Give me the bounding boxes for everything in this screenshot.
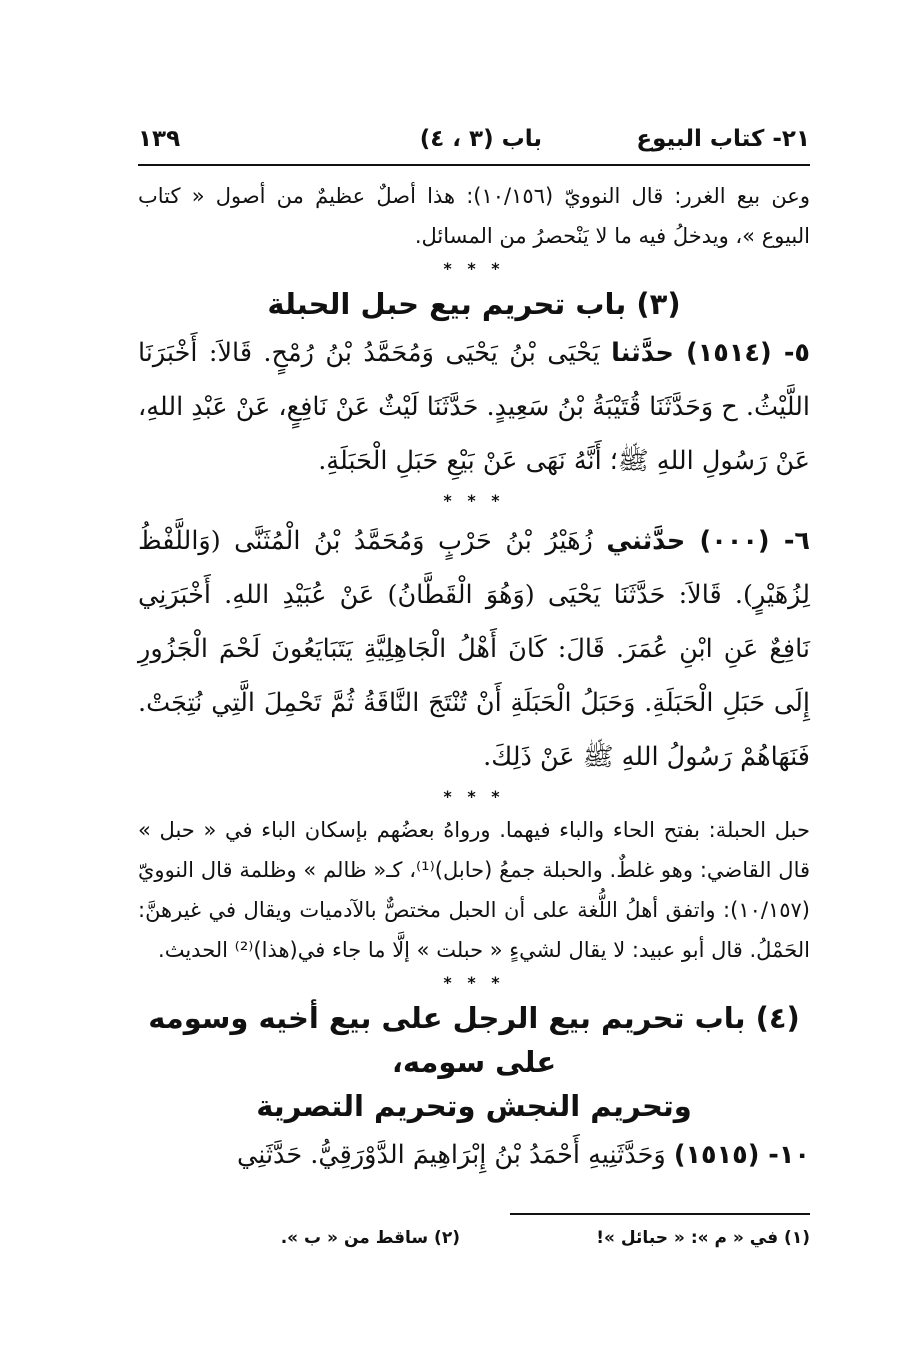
hadith-10-text: وَحَدَّثَنِيهِ أَحْمَدُ بْنُ إِبْرَاهِيمَ الدَّوْرَقِيُّ. حَدَّثَنِي	[237, 1140, 666, 1170]
section-4-title-line-1: (٤) باب تحريم بيع الرجل على بيع أخيه وسومه على سومه،	[148, 1001, 800, 1079]
footnote-2: (٢) ساقط من « ب ».	[280, 1228, 460, 1248]
section-4-title-line-2: وتحريم النجش وتحريم التصرية	[256, 1089, 692, 1123]
section-4-title	[138, 996, 810, 1128]
separator: * * *	[443, 491, 505, 510]
page-header	[138, 120, 810, 166]
chapter-title: ٢١- كتاب البيوع	[636, 126, 810, 152]
intro-note: وعن بيع الغرر: قال النوويّ (١٠/١٥٦): هذا أصلٌ عظيمٌ من أصول « كتاب البيوع »، ويدخلُ فيه ما لا يَنْحصرُ من المسائل.	[138, 184, 810, 248]
hadith-6-text: زُهَيْرُ بْنُ حَرْبٍ وَمُحَمَّدُ بْنُ الْمُثَنَّى (وَاللَّفْظُ لِزُهَيْرٍ). قَالاَ: حَدَّثَنَا يَحْيَى (وَهُوَ الْقَطَّانُ) عَنْ عُبَيْدِ اللهِ. أَخْبَرَنِي نَافِعٌ عَنِ ابْنِ عُمَرَ. قَالَ: كَانَ أَهْلُ الْجَاهِلِيَّةِ يَتَبَايَعُونَ لَحْمَ الْجَزُورِ إِلَى حَبَلِ الْحَبَلَةِ. وَحَبَلُ الْحَبَلَةِ أَنْ تُنْتَجَ النَّاقَةُ ثُمَّ تَحْمِلَ الَّتِي نُتِجَتْ. فَنَهَاهُمْ رَسُولُ اللهِ ﷺ عَنْ ذَلِكَ.	[138, 526, 810, 772]
hadith-6	[138, 514, 810, 784]
section-3-title: (٣) باب تحريم بيع حبل الحبلة	[267, 287, 681, 321]
hadith-5-number: ٥- (١٥١٤) حدَّثنا	[611, 338, 810, 368]
section-range: باب (٣ ، ٤)	[419, 126, 542, 152]
hadith-10	[138, 1128, 810, 1182]
page-body	[138, 176, 810, 1182]
page-number: ١٣٩	[138, 126, 181, 152]
separator: * * *	[443, 259, 505, 278]
hadith-10-number: ١٠- (١٥١٥)	[673, 1140, 810, 1170]
section-3-note: حبل الحبلة: بفتح الحاء والباء فيهما. ورواهُ بعضُهم بإسكان الباء في « حبل » قال القاضي: وهو غلطٌ. والحبلة جمعُ (حابل)⁽¹⁾، كـ« ظالم » وظلمة قال النوويّ (١٠/١٥٧): واتفق أهلُ اللُّغة على أن الحبل مختصٌّ بالآدميات ويقال في غيرهنَّ: الحَمْلُ. قال أبو عبيد: لا يقال لشيءٍ « حبلت » إلَّا ما جاء في(هذا)⁽²⁾ الحديث.	[138, 818, 811, 962]
hadith-6-number: ٦- (٠٠٠) حدَّثني	[606, 526, 810, 556]
hadith-5-text: يَحْيَى بْنُ يَحْيَى وَمُحَمَّدُ بْنُ رُمْحٍ. قَالاَ: أَخْبَرَنَا اللَّيْثُ. ح وَحَدَّثَنَا قُتَيْبَةُ بْنُ سَعِيدٍ. حَدَّثَنَا لَيْثٌ عَنْ نَافِعٍ، عَنْ عَبْدِ اللهِ، عَنْ رَسُولِ اللهِ ﷺ؛ أَنَّهُ نَهَى عَنْ بَيْعِ حَبَلِ الْحَبَلَةِ.	[137, 338, 810, 476]
footnote-divider	[510, 1213, 810, 1215]
footnote-1: (١) في « م »: « حبائل »!	[596, 1228, 810, 1248]
separator: * * *	[443, 973, 505, 992]
separator: * * *	[443, 787, 505, 806]
hadith-5	[138, 326, 810, 488]
